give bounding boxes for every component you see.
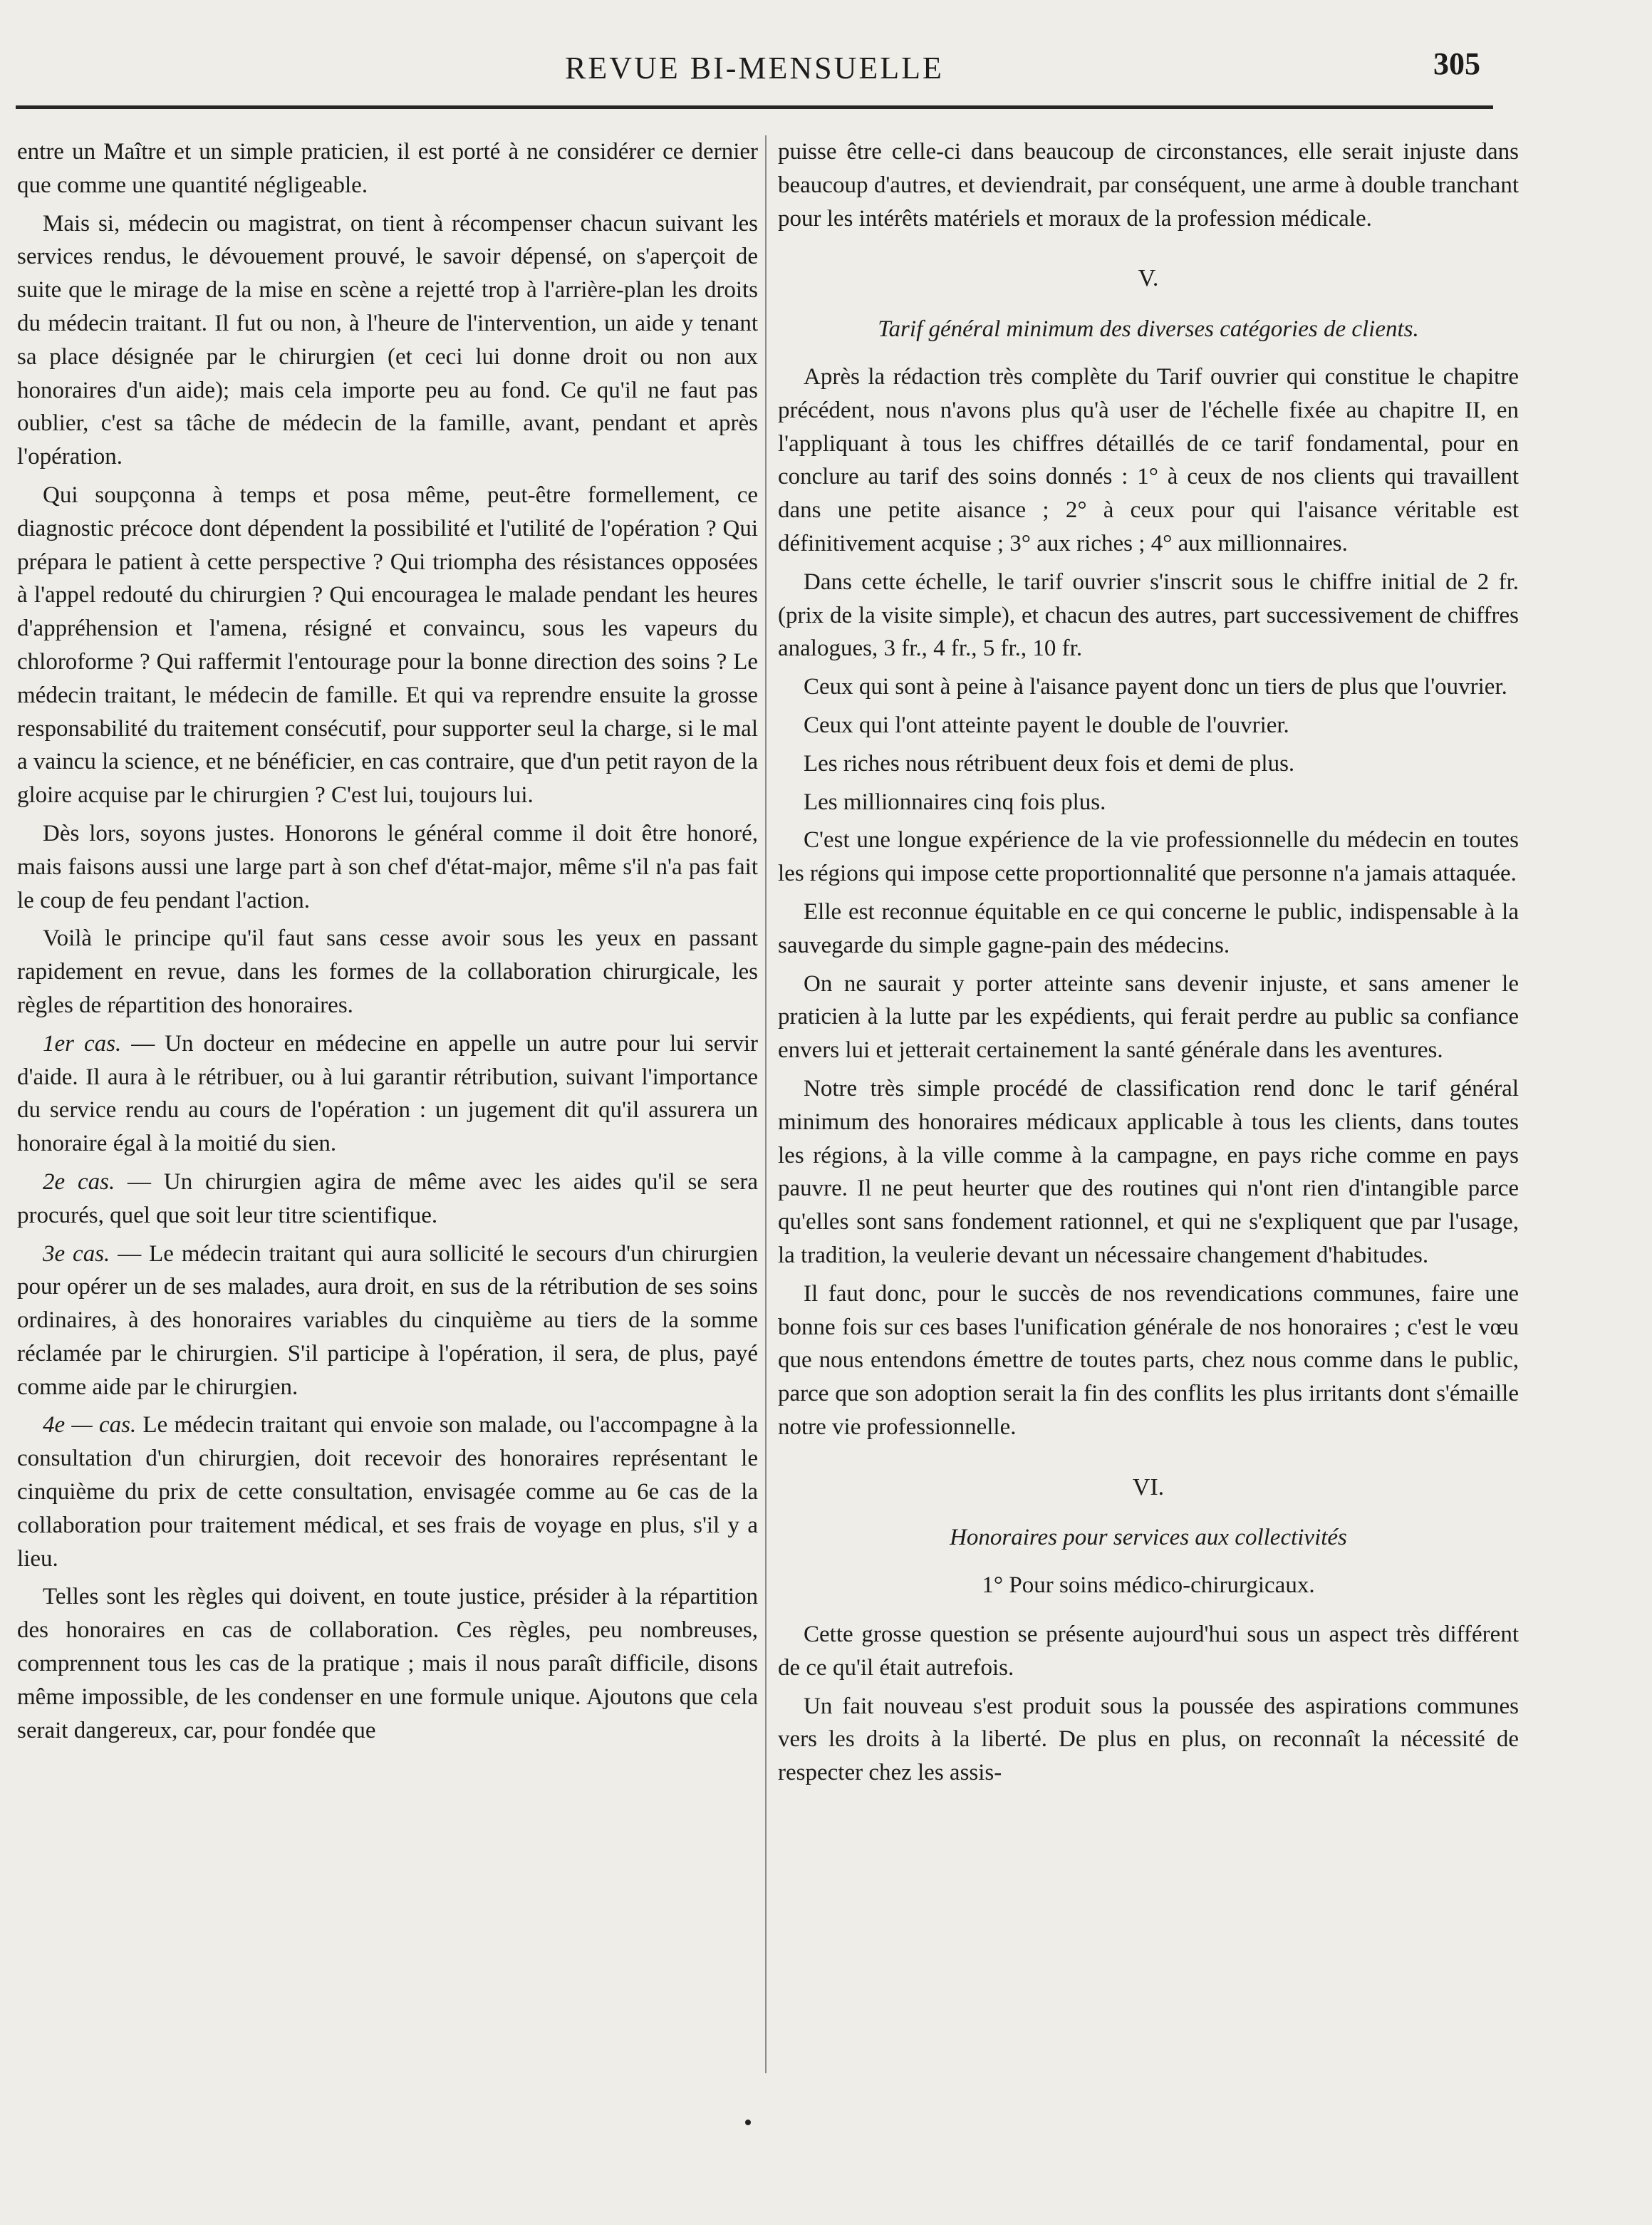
case-label: 4e — cas. [43,1412,137,1438]
paragraph: Les riches nous rétribuent deux fois et demi de plus. [804,750,1295,777]
case-text: Le médecin traitant qui envoie son malade, ou l'accompagne à la consultation d'un chirurgien, doit recevoir des honoraires représentant le cinquième du prix de cette consultation, envisagée comme au 6e cas de la collaboration pour traitement médical, et ses frais de voyage en plus, s'il y a lieu. [17,1412,758,1572]
paragraph: Elle est reconnue équitable en ce qui concerne le public, indispensable à la sauvegarde du simple gagne-pain des médecins. [778,898,1519,958]
paragraph: Qui soupçonna à temps et posa même, peut-être formellement, ce diagnostic précoce dont dépendent la possibilité et l'utilité de l'opération ? Qui prépara le patient à cette perspective ? Qui triompha des résistances opposées à l'appel redouté du chirurgien ? Qui encouragea le malade pendant les heures d'appréhension et l'amena, résigné et convaincu, sous les vapeurs du chloroforme ? Qui raffermit l'entourage pour la bonne direction des soins ? Le médecin traitant, le médecin de famille. Et qui va reprendre ensuite la grosse responsabilité du traitement consécutif, pour supporter seul la charge, si le mal a vaincu la science, et ne bénéficier, en cas contraire, que d'un petit rayon de la gloire acquise par le chirurgien ? C'est lui, toujours lui. [17,482,758,809]
paragraph: Notre très simple procédé de classification rend donc le tarif général minimum des honoraires médicaux applicable à tous les clients, dans toutes les régions, à la ville comme à la campagne, en pays riche comme en pays pauvre. Il ne peut heurter que des routines qui n'ont rien d'intangible parce qu'elles sont sans fondement rationnel, et qui ne s'expliquent que par l'usage, la tradition, la veulerie devant un nécessaire changement d'habitudes. [778,1075,1519,1268]
case-text: — Un docteur en médecine en appelle un autre pour lui servir d'aide. Il aura à le rétribuer, ou à lui garantir rétribution, suivant l'importance du service rendu au cours de l'opération : un jugement dit qu'il assurera un honoraire égal à la moitié du sien. [17,1030,758,1157]
case-label: 2e cas. [43,1168,115,1195]
ink-dot [745,2120,751,2125]
case-paragraph [17,1409,758,1575]
paragraph: Cette grosse question se présente aujourd'hui sous un aspect très différent de ce qu'il était autrefois. [778,1622,1519,1681]
section-number: VI. [1132,1473,1165,1500]
paragraph: On ne saurait y porter atteinte sans devenir injuste, et sans amener le praticien à la lutte par les expédients, qui ferait perdre au public sa confiance envers lui et jetterait certainement la santé générale dans les aventures. [778,970,1519,1064]
case-text: — Un chirurgien agira de même avec les aides qu'il se sera procurés, quel que soit leur titre scientifique. [17,1168,759,1228]
paragraph: Les millionnaires cinq fois plus. [804,789,1106,815]
paragraph: C'est une longue expérience de la vie professionnelle du médecin en toutes les régions qui impose cette proportionnalité que personne n'a jamais attaquée. [778,827,1519,887]
paragraph: Mais si, médecin ou magistrat, on tient à récompenser chacun suivant les services rendus, le dévouement prouvé, le savoir dépensé, on s'aperçoit de suite que le mirage de la mise en scène a rejetté trop à l'arrière-plan les droits du médecin traitant. Il fut ou non, à l'heure de l'intervention, un aide y tenant sa place désignée par le chirurgien (et ceci lui donne droit ou non aux honoraires d'un aide); mais cela importe peu au fond. Ce qu'il ne faut pas oublier, c'est sa tâche de médecin de la famille, avant, pendant et après l'opération. [17,210,758,470]
case-label: 3e cas. [43,1240,110,1267]
case-label: 1er cas. [43,1030,122,1057]
section-subtitle: 1° Pour soins médico-chirurgicaux. [982,1572,1315,1599]
section-title: Tarif général minimum des diverses catégories de clients. [878,316,1419,343]
paragraph: Voilà le principe qu'il faut sans cesse avoir sous les yeux en passant rapidement en revue, dans les formes de la collaboration chirurgicale, les règles de répartition des honoraires. [17,925,758,1018]
right-column [778,135,1519,1795]
paragraph: Telles sont les règles qui doivent, en toute justice, présider à la répartition des honoraires en cas de collaboration. Ces règles, peu nombreuses, comprennent tous les cas de la pratique ; mais il nous paraît difficile, disons même impossible, de les condenser en une formule unique. Ajoutons que cela serait dangereux, car, pour fondée que [17,1584,758,1743]
paragraph: entre un Maître et un simple praticien, il est porté à ne considérer ce dernier que comme une quantité négligeable. [17,139,758,198]
section-number: V. [1138,265,1159,292]
paragraph: Ceux qui sont à peine à l'aisance payent donc un tiers de plus que l'ouvrier. [804,674,1507,700]
case-paragraph [17,1027,758,1161]
page-number: 305 [1433,46,1480,81]
column-divider [765,135,767,2073]
case-text: — Le médecin traitant qui aura sollicité le secours d'un chirurgien pour opérer un de ses malades, aura droit, en sus de la rétribution de ses soins ordinaires, à des honoraires variables du cinquième au tiers de la somme réclamée par le chirurgien. S'il participe à l'opération, il sera, de plus, payé comme aide par le chirurgien. [17,1240,758,1400]
left-column [17,135,758,1752]
page-header [16,44,1493,109]
paragraph: Dans cette échelle, le tarif ouvrier s'inscrit sous le chiffre initial de 2 fr. (prix de la visite simple), et chacun des autres, part successivement de chiffres analogues, 3 fr., 4 fr., 5 fr., 10 fr. [778,569,1519,662]
paragraph: Après la rédaction très complète du Tarif ouvrier qui constitue le chapitre précédent, nous n'avons plus qu'à user de l'échelle fixée au chapitre II, en l'appliquant à tous les chiffres détaillés de ce tarif fondamental, pour en conclure au tarif des soins donnés : 1° à ceux de nos clients qui travaillent dans une petite aisance ; 2° à ceux pour qui l'aisance véritable est définitivement acquise ; 3° aux riches ; 4° aux millionnaires. [778,363,1519,556]
paragraph: puisse être celle-ci dans beaucoup de circonstances, elle serait injuste dans beaucoup d'autres, et deviendrait, par conséquent, une arme à double tranchant pour les intérêts matériels et moraux de la profession médicale. [778,139,1519,232]
running-title: REVUE BI-MENSUELLE [565,51,944,85]
section-title: Honoraires pour services aux collectivités [950,1525,1347,1551]
case-paragraph [17,1238,758,1404]
case-paragraph [17,1166,758,1233]
paragraph: Il faut donc, pour le succès de nos revendications communes, faire une bonne fois sur ces bases l'unification générale de nos honoraires ; c'est le vœu que nous entendons émettre de toutes parts, chez nous comme dans le public, parce que son adoption serait la fin des conflits les plus irritants dont s'émaille notre vie professionnelle. [778,1280,1519,1440]
paragraph: Dès lors, soyons justes. Honorons le général comme il doit être honoré, mais faisons aussi une large part à son chef d'état-major, même s'il n'a pas fait le coup de feu pendant l'action. [17,820,758,913]
paragraph: Ceux qui l'ont atteinte payent le double de l'ouvrier. [804,712,1289,738]
paragraph: Un fait nouveau s'est produit sous la poussée des aspirations communes vers les droits à la liberté. De plus en plus, on reconnaît la nécessité de respecter chez les assis- [778,1693,1519,1786]
